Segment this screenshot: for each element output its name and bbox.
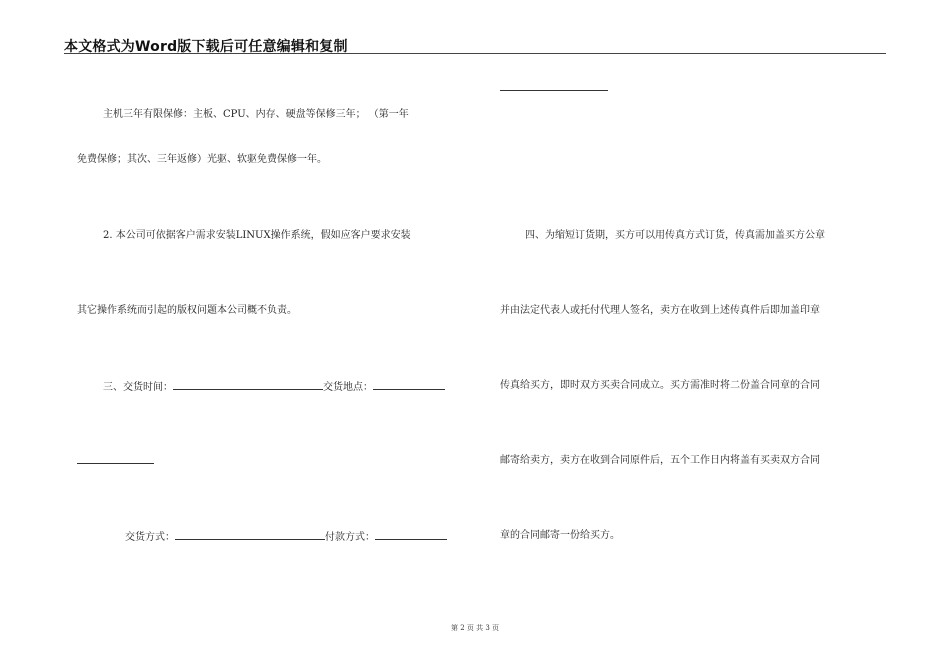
- fax-order-line-2: 并由法定代表人或托付代理人签名，卖方在收到上述传真件后即加盖印章: [500, 305, 820, 316]
- payment-method-blank-continued[interactable]: [500, 90, 608, 91]
- os-install-line-2: 其它操作系统而引起的版权问题本公司概不负责。: [77, 305, 297, 316]
- payment-method-blank[interactable]: [375, 530, 447, 540]
- page-number: 第 2 页 共 3 页: [450, 624, 500, 632]
- fax-order-line-3: 传真给买方，即时双方买卖合同成立。买方需准时将二份盖合同章的合同: [500, 380, 820, 391]
- delivery-method-label: 交货方式：: [125, 532, 175, 543]
- delivery-place-blank[interactable]: [373, 380, 445, 390]
- delivery-method-blank[interactable]: [175, 530, 325, 540]
- warranty-line-1: 主机三年有限保修：主板、CPU、内存、硬盘等保修三年； （第一年: [103, 109, 409, 120]
- delivery-time-label: 三、交货时间：: [103, 382, 173, 393]
- fax-order-line-4: 邮寄给卖方，卖方在收到合同原件后，五个工作日内将盖有买卖双方合同: [500, 455, 820, 466]
- document-header-title: 本文格式为Word版下载后可任意编辑和复制: [64, 39, 348, 55]
- fax-order-line-5: 章的合同邮寄一份给买方。: [500, 530, 620, 541]
- fax-order-line-1: 四、为缩短订货期，买方可以用传真方式订货，传真需加盖买方公章: [525, 230, 825, 241]
- delivery-method-row: [125, 530, 447, 544]
- payment-method-label: 付款方式：: [325, 532, 375, 543]
- delivery-place-blank-continued[interactable]: [77, 463, 154, 464]
- header-divider: [64, 53, 886, 54]
- warranty-line-2: 免费保修；其次、三年返修）光驱、软驱免费保修一年。: [77, 154, 327, 165]
- delivery-time-row: [103, 380, 445, 394]
- delivery-place-label: 交货地点：: [323, 382, 373, 393]
- os-install-line-1: 2. 本公司可依据客户需求安装LINUX操作系统，假如应客户要求安装: [103, 230, 411, 241]
- delivery-time-blank[interactable]: [173, 380, 323, 390]
